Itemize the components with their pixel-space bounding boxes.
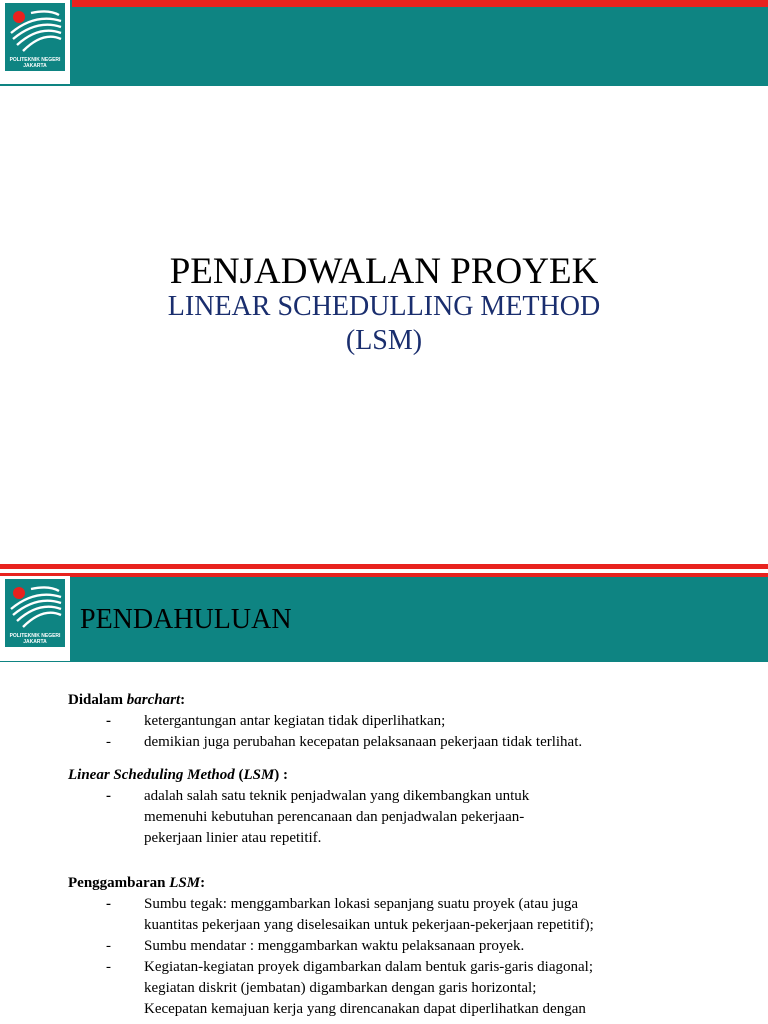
slide-separator: [0, 545, 768, 564]
section-heading: Penggambaran LSM:: [68, 875, 206, 891]
red-accent-bar-top: [0, 564, 768, 569]
logo-caption: POLITEKNIK NEGERI JAKARTA: [9, 633, 61, 645]
list-item: - Sumbu tegak: menggambarkan lokasi sepanjang suatu proyek (atau juga: [106, 896, 579, 912]
institution-logo: [0, 576, 70, 661]
list-item: - Kegiatan-kegiatan proyek digambarkan dalam bentuk garis-garis diagonal;: [106, 959, 594, 975]
logo-globe-icon: [5, 579, 65, 635]
slide-title: PENDAHULUAN: [80, 604, 292, 635]
slide-header-bar: [0, 0, 768, 86]
introduction-slide: [0, 564, 768, 1024]
slide-body: [68, 690, 758, 1024]
logo-emblem: [5, 3, 65, 71]
section-lsm-definition: [68, 765, 758, 849]
slide-title: PENJADWALAN PROYEK: [169, 251, 599, 292]
subtitle-line-1: LINEAR SCHEDULLING METHOD: [167, 291, 601, 322]
section-heading: Linear Scheduling Method (LSM) :: [68, 767, 289, 783]
list-item: - Sumbu mendatar : menggambarkan waktu pelaksanaan proyek.: [106, 938, 525, 954]
logo-caption: POLITEKNIK NEGERI JAKARTA: [9, 57, 61, 69]
list-item-continued: memenuhi kebutuhan perencanaan dan penjadwalan pekerjaan-: [144, 809, 525, 825]
section-lsm-depiction: [68, 873, 758, 1020]
list-item: - adalah salah satu teknik penjadwalan yang dikembangkan untuk: [106, 788, 530, 804]
subtitle-line-2: (LSM): [345, 325, 423, 356]
list-item-continued: kuantitas pekerjaan yang diselesaikan untuk pekerjaan-pekerjaan repetitif);: [144, 917, 594, 933]
spacer: [68, 861, 758, 873]
red-accent-bar: [72, 0, 768, 7]
section-heading: Didalam barchart:: [68, 692, 186, 708]
list-item: - demikian juga perubahan kecepatan pelaksanaan pekerjaan tidak terlihat.: [106, 734, 583, 750]
list-item-continued: Kecepatan kemajuan kerja yang direncanakan dapat diperlihatkan dengan: [144, 1001, 586, 1017]
slide-subtitle: [0, 290, 768, 358]
institution-logo: [0, 0, 70, 84]
list-item: - ketergantungan antar kegiatan tidak diperlihatkan;: [106, 713, 446, 729]
section-barchart: [68, 690, 758, 753]
logo-globe-icon: [5, 3, 65, 59]
list-item-continued: kegiatan diskrit (jembatan) digambarkan dengan garis horizontal;: [144, 980, 537, 996]
list-item-continued: pekerjaan linier atau repetitif.: [144, 830, 322, 846]
logo-emblem: [5, 579, 65, 647]
